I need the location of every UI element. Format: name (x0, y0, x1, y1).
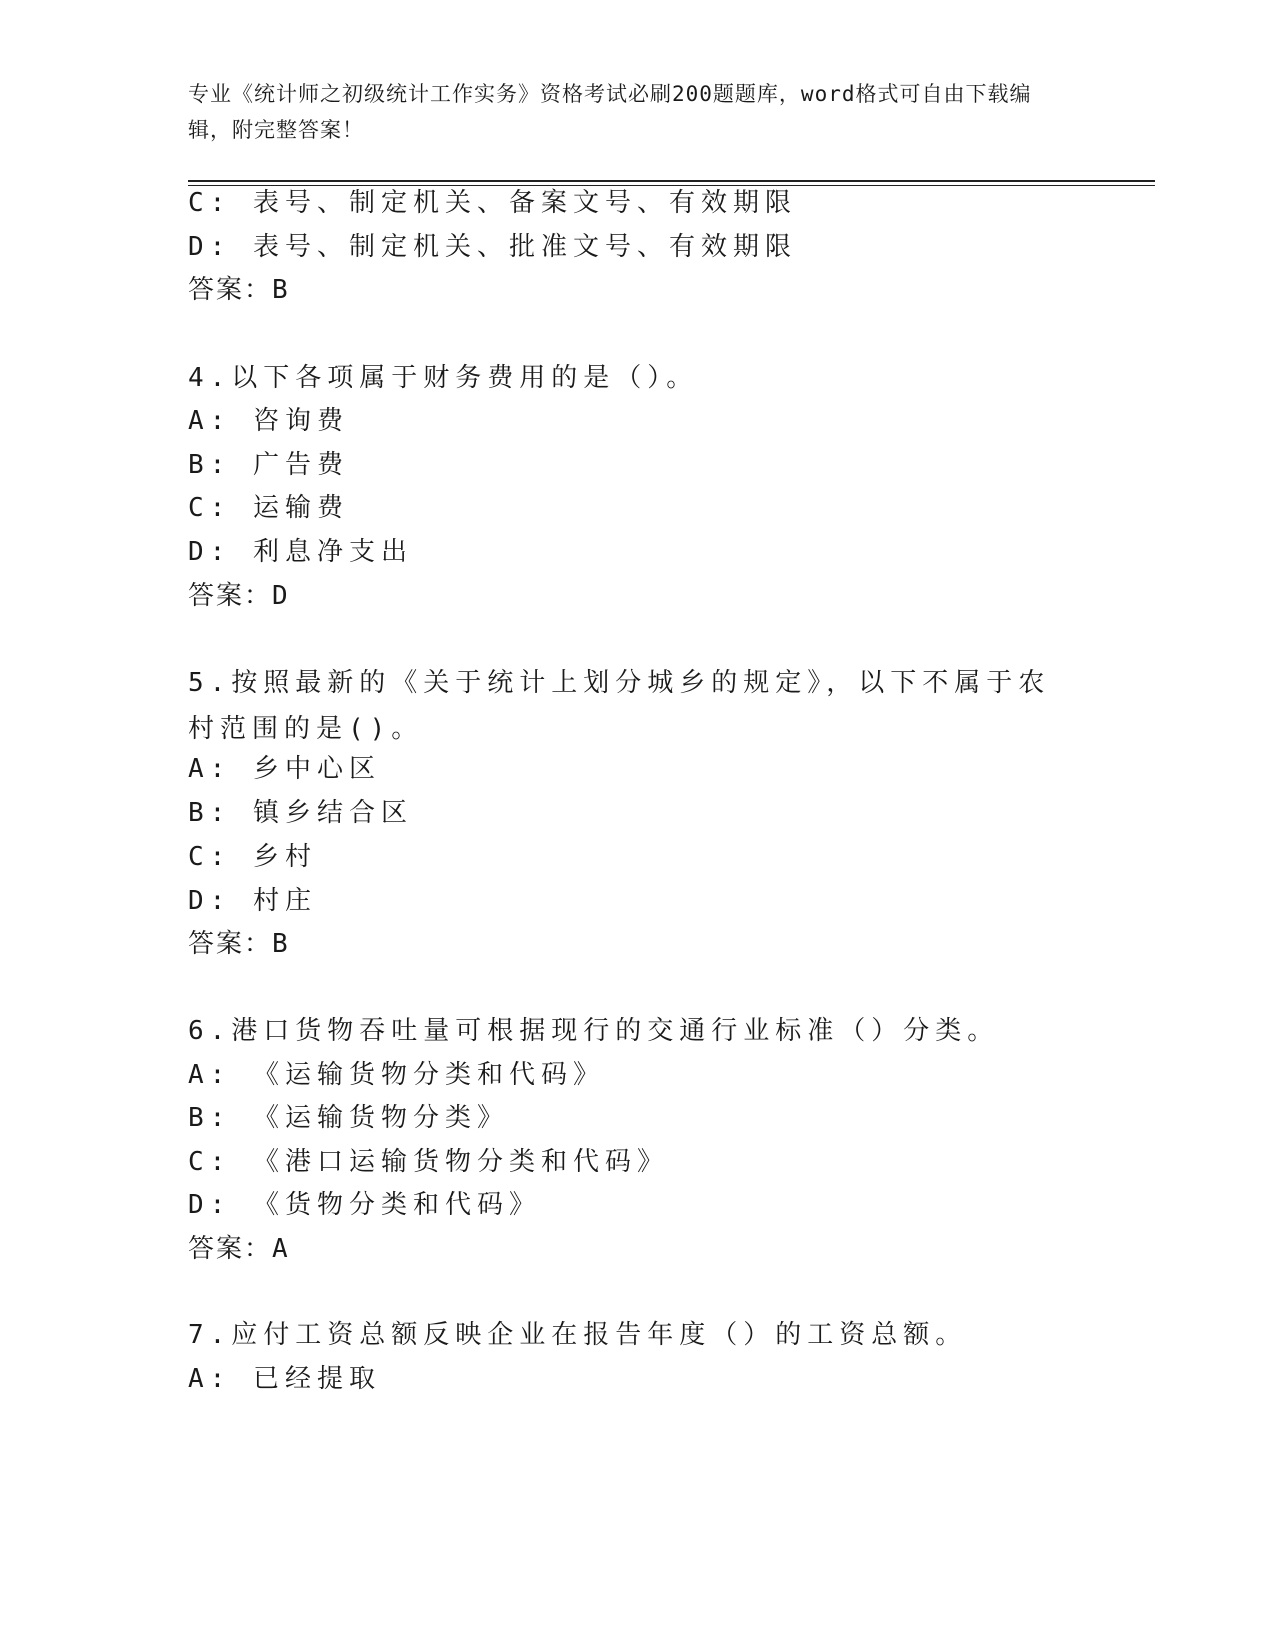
q4-option-c: C: 运输费 (188, 493, 349, 523)
document-header: 专业《统计师之初级统计工作实务》资格考试必刷200题题库，word格式可自由下载编辑，附完整答案！ (188, 82, 1032, 142)
q4-option-d: D: 利息净支出 (188, 537, 413, 567)
q5-option-c: C: 乡村 (188, 842, 317, 872)
q4-option-b: B: 广告费 (188, 450, 349, 480)
q5-question: 5.按照最新的《关于统计上划分城乡的规定》，以下不属于农村范围的是()。 (188, 668, 1051, 744)
q7-question: 7.应付工资总额反映企业在报告年度（）的工资总额。 (188, 1320, 968, 1350)
q3-option-c: C: 表号、制定机关、备案文号、有效期限 (188, 188, 797, 218)
q6-question: 6.港口货物吞吐量可根据现行的交通行业标准（）分类。 (188, 1016, 1000, 1046)
header-divider-thick (188, 180, 1155, 182)
q4-option-a: A: 咨询费 (188, 406, 349, 436)
q4-question: 4.以下各项属于财务费用的是（）。 (188, 363, 699, 393)
q6-option-c: C: 《港口运输货物分类和代码》 (188, 1147, 669, 1177)
q6-option-a: A: 《运输货物分类和代码》 (188, 1060, 605, 1090)
q3-option-d: D: 表号、制定机关、批准文号、有效期限 (188, 232, 797, 262)
q7-option-a: A: 已经提取 (188, 1364, 381, 1394)
q5-option-d: D: 村庄 (188, 886, 317, 916)
q5-answer: 答案：B (188, 929, 290, 959)
q6-option-b: B: 《运输货物分类》 (188, 1103, 509, 1133)
q6-answer: 答案：A (188, 1234, 290, 1264)
q6-option-d: D: 《货物分类和代码》 (188, 1190, 541, 1220)
q5-option-a: A: 乡中心区 (188, 754, 381, 784)
q5-option-b: B: 镇乡结合区 (188, 798, 413, 828)
q4-answer: 答案：D (188, 581, 290, 611)
q3-answer: 答案：B (188, 275, 290, 305)
